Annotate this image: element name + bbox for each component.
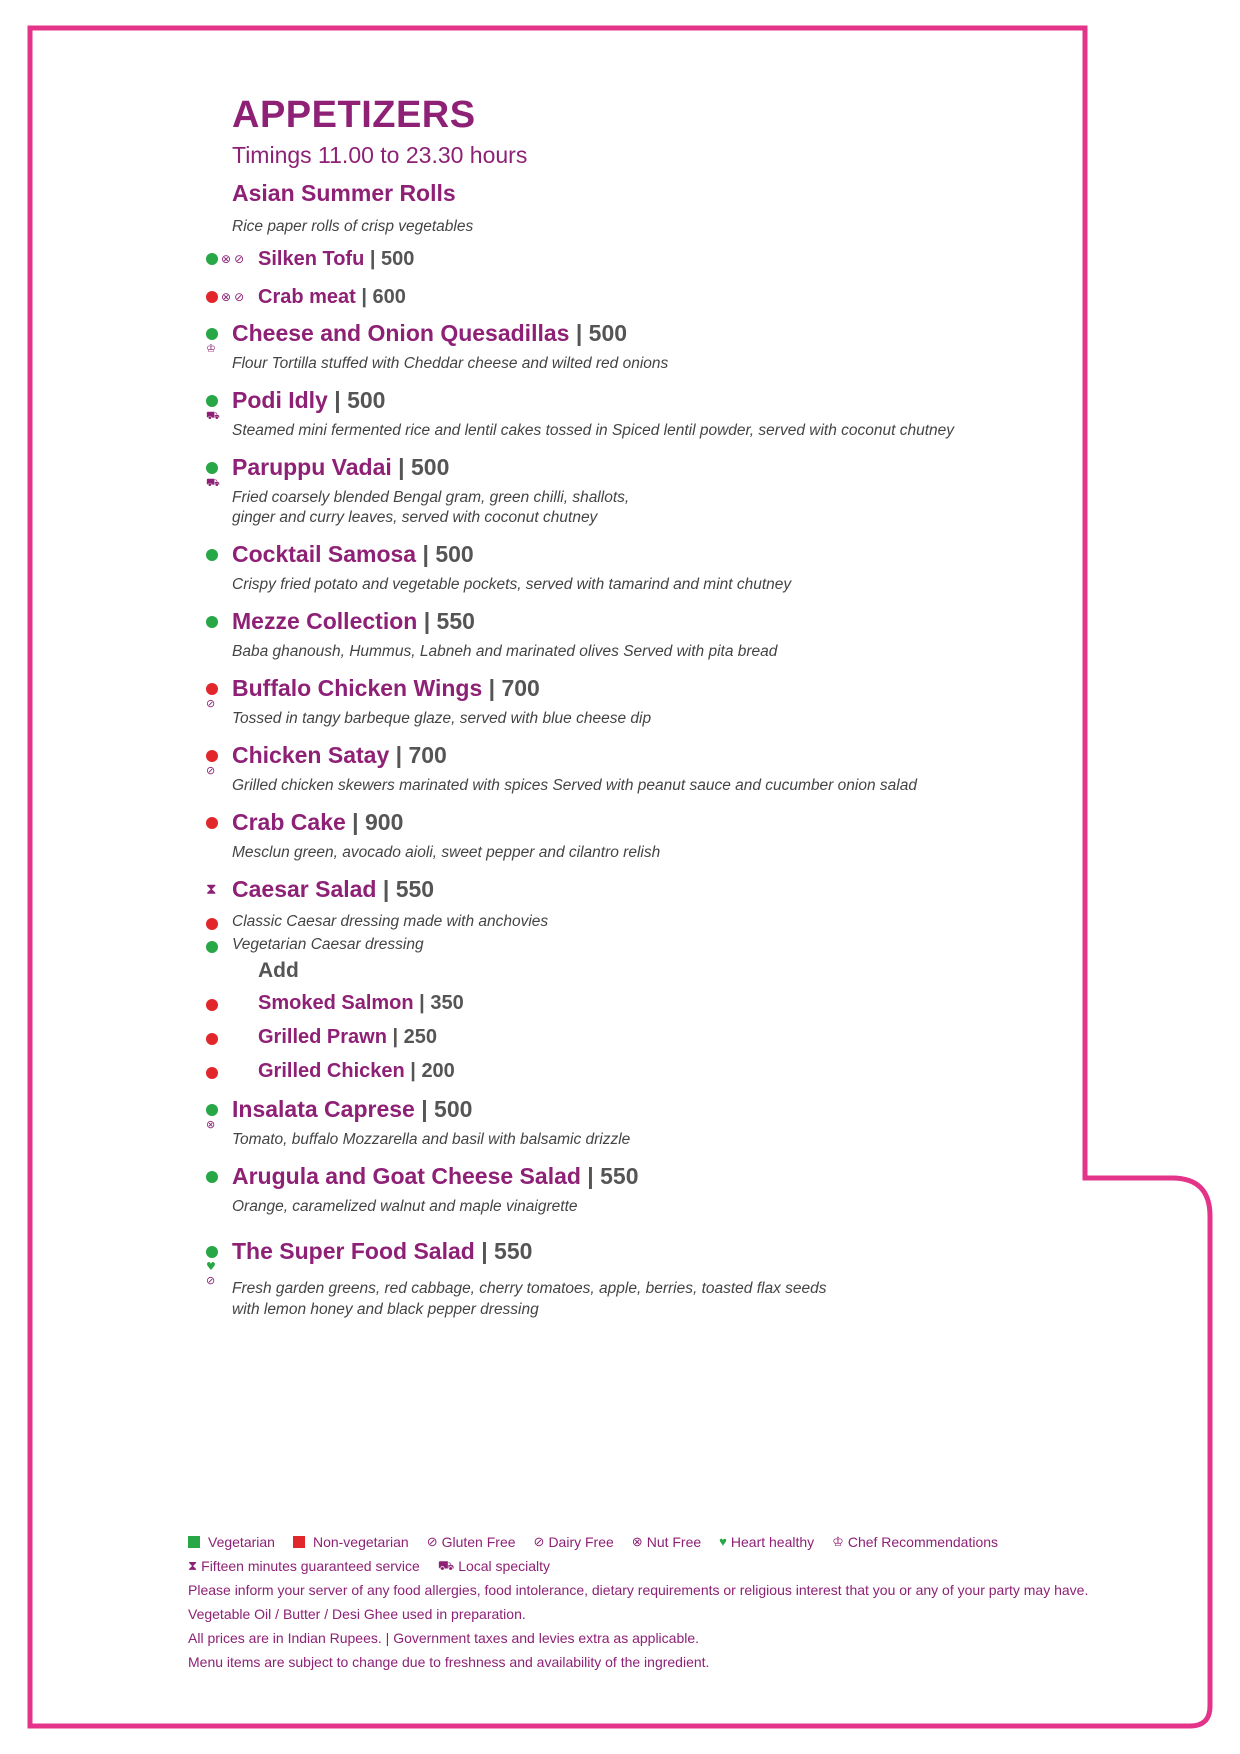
item-description: Rice paper rolls of crisp vegetables <box>232 218 474 235</box>
item-price: 500 <box>435 541 474 567</box>
veg-icon <box>206 549 218 561</box>
non-veg-icon <box>206 1067 218 1079</box>
dairy-free-icon: ⊘ <box>234 290 245 304</box>
item-description: with lemon honey and black pepper dressing <box>232 1301 539 1318</box>
chef-hat-icon: ♔ <box>206 342 216 355</box>
dairy-free-icon: ⊘ <box>206 697 216 710</box>
item-description: Fresh garden greens, red cabbage, cherry tomatoes, apple, berries, toasted flax seeds <box>232 1280 827 1297</box>
dairy-free-icon: ⊘ <box>533 1534 545 1549</box>
item-price: 600 <box>372 286 406 308</box>
local-specialty-icon: ⛟ <box>206 476 220 489</box>
legend-nut-free: Nut Free <box>646 1534 702 1550</box>
veg-icon <box>206 462 218 474</box>
chef-hat-icon: ♔ <box>832 1534 844 1549</box>
item-price: 250 <box>403 1026 438 1048</box>
item-price: 700 <box>501 675 540 701</box>
gluten-free-icon: ⊘ <box>206 764 216 777</box>
dairy-free-icon: ⊘ <box>206 1274 216 1287</box>
item-price: 550 <box>600 1163 639 1189</box>
veg-square-icon <box>188 1536 200 1548</box>
item-name: Silken Tofu <box>258 248 365 270</box>
item-price: 550 <box>395 876 435 902</box>
legend-vegetarian: Vegetarian <box>208 1534 275 1550</box>
item-description: ginger and curry leaves, served with coconut chutney <box>232 509 598 526</box>
dairy-free-icon: ⊘ <box>234 252 245 266</box>
item-description: Mesclun green, avocado aioli, sweet pepper and cilantro relish <box>232 844 661 861</box>
item-name: Crab Cake <box>232 809 346 835</box>
menu-page: APPETIZERS Timings 11.00 to 23.30 hours Asian Summer Rolls Rice paper rolls of crisp vegetables ⊗ ⊘ Silken Tofu | 500 ⊗ ⊘ Crab meat | 600 ♔ Cheese and Onion Quesadillas | 500 Flour Tortilla stuffed with Cheddar cheese and wilted red onions ⛟ Podi Idly | 500 Steamed mini fermented rice and lentil cakes tossed in Spiced lentil powder, served with coconut chutney ⛟ Paruppu Vadai | 500 Fried coarsely blended Bengal gram, green chilli, shallots, ginger and curry leaves, served with coconut chutney Cocktail Samosa | 500 Crispy fried potato and vegetable pockets, served with tamarind and mint chutney Mezze Collection | 550 Baba ghanoush, Hummus, Labneh and marinated olives Served with pita bread ⊘ Buffalo Chicken Wings | 700 Tossed in tangy barbeque glaze, served with blue cheese dip ⊘ Chicken Satay | 700 Grilled chicken skewers marinated with spices Served with peanut sauce and cucumber onion salad Crab Cake | 900 Mesclun green, avocado aioli, sweet pepper and cilantro relish ⧗ Caesar Salad | 550 Classic Caesar dressing made with anchovies Vegetarian Caesar dressing Add Smoked Salmon | 350 Grilled Prawn | 250 Grilled Chicken | 200 ⊗ Insalata Caprese | 500 Tomato, buffalo Mozzarella and basil with balsamic drizzle Arugula and Goat Cheese Salad | 550 Orange, caramelized walnut and maple vinaigrette ♥ ⊘ The Super Food Salad | 550 Fresh garden greens, red cabbage, cherry tomatoes, apple, berries, toasted flax seeds with lemon honey and black pepper dressing Vegetarian Non-vegetarian ⊘ Gluten Free ⊘ Dairy Free ⊗ Nut Free ♥ Heart healthy ♔ Chef Recommendations ⧗ Fifteen minutes guaranteed service ⛟ Local specialty Please inform your server of any food allergies, food intolerance, dietary requirements or religious interest that you or any of your party may have. Vegetable Oil / Butter / Desi Ghee used in preparation. All prices are in Indian Rupees. | Government taxes and levies extra as applicable. Menu items are subject to change due to freshness and availability of the ingredient. <box>0 0 1240 1754</box>
item-title: Silken Tofu | 500 <box>258 248 415 270</box>
legend-non-vegetarian: Non-vegetarian <box>312 1534 409 1550</box>
item-title <box>232 180 456 207</box>
item-name: Cocktail Samosa <box>232 541 417 567</box>
non-veg-icon <box>206 817 218 829</box>
item-description: Baba ghanoush, Hummus, Labneh and marinated olives Served with pita bread <box>232 643 778 660</box>
item-price: 500 <box>434 1096 473 1122</box>
nut-free-icon: ⊗ <box>221 252 232 266</box>
legend-local-specialty: Local specialty <box>458 1558 551 1574</box>
legend-heart-healthy: Heart healthy <box>730 1534 815 1550</box>
item-icons <box>206 252 244 266</box>
item-description: Grilled chicken skewers marinated with spices Served with peanut sauce and cucumber onion salad <box>232 777 917 794</box>
item-description: Tomato, buffalo Mozzarella and basil with balsamic drizzle <box>232 1131 631 1148</box>
non-veg-icon <box>206 683 218 695</box>
item-price: 550 <box>494 1238 533 1264</box>
item-price: 500 <box>588 320 628 346</box>
note-prices: All prices are in Indian Rupees. | Government taxes and levies extra as applicable. <box>188 1630 700 1646</box>
heart-healthy-icon: ♥ <box>206 1260 216 1273</box>
local-specialty-icon: ⛟ <box>206 409 220 422</box>
item-name: Grilled Prawn <box>258 1026 387 1048</box>
item-name: Cheese and Onion Quesadillas <box>232 320 570 346</box>
legend-dairy-free: Dairy Free <box>548 1534 614 1550</box>
item-description: Tossed in tangy barbeque glaze, served with blue cheese dip <box>232 710 652 727</box>
veg-icon <box>206 1171 218 1183</box>
section-timings: Timings 11.00 to 23.30 hours <box>232 142 528 168</box>
add-label: Add <box>258 959 299 982</box>
item-variant: Vegetarian Caesar dressing <box>232 936 424 953</box>
non-veg-icon <box>206 999 218 1011</box>
non-veg-icon <box>206 1033 218 1045</box>
item-description: Steamed mini fermented rice and lentil cakes tossed in Spiced lentil powder, served with coconut chutney <box>232 422 954 439</box>
item-title: Crab meat | 600 <box>258 286 406 308</box>
legend-row <box>188 1530 1088 1554</box>
item-name: Smoked Salmon <box>258 992 414 1014</box>
nut-free-icon: ⊗ <box>631 1534 643 1549</box>
item-price: 900 <box>365 809 404 835</box>
item-name: Buffalo Chicken Wings <box>232 675 483 701</box>
item-name: Crab meat <box>258 286 356 308</box>
hourglass-icon: ⧗ <box>206 880 217 898</box>
item-description: Orange, caramelized walnut and maple vinaigrette <box>232 1198 578 1215</box>
item-description: Flour Tortilla stuffed with Cheddar cheese and wilted red onions <box>232 355 669 372</box>
veg-icon <box>206 1104 218 1116</box>
note-oil: Vegetable Oil / Butter / Desi Ghee used in preparation. <box>188 1606 526 1622</box>
note-allergies: Please inform your server of any food allergies, food intolerance, dietary requirements or religious interest that you or any of your party may have. <box>188 1582 1089 1598</box>
veg-icon <box>206 616 218 628</box>
legend-chef-recommendations: Chef Recommendations <box>847 1534 999 1550</box>
local-specialty-icon: ⛟ <box>437 1558 455 1573</box>
item-name: The Super Food Salad <box>232 1238 475 1264</box>
item-name: Chicken Satay <box>232 742 390 768</box>
section-heading: APPETIZERS <box>232 94 476 136</box>
item-name: Podi Idly <box>232 387 328 413</box>
veg-icon <box>206 253 218 265</box>
item-variant: Classic Caesar dressing made with anchovies <box>232 913 549 930</box>
item-price: 500 <box>347 387 386 413</box>
gluten-free-icon: ⊘ <box>426 1534 438 1549</box>
legend-fifteen-minutes: Fifteen minutes guaranteed service <box>201 1558 420 1574</box>
item-name: Grilled Chicken <box>258 1060 405 1082</box>
item-description: Crispy fried potato and vegetable pockets, served with tamarind and mint chutney <box>232 576 792 593</box>
non-veg-icon <box>206 750 218 762</box>
veg-icon <box>206 395 218 407</box>
item-name: Arugula and Goat Cheese Salad <box>232 1163 581 1189</box>
non-veg-square-icon <box>293 1536 305 1548</box>
item-price: 500 <box>410 454 450 480</box>
item-name: Asian Summer Rolls <box>232 180 456 206</box>
veg-icon <box>206 1246 218 1258</box>
non-veg-icon <box>206 918 218 930</box>
nut-free-icon: ⊗ <box>221 290 232 304</box>
legend <box>188 1530 1088 1674</box>
item-name: Mezze Collection <box>232 608 418 634</box>
heart-icon: ♥ <box>719 1534 727 1549</box>
hourglass-icon: ⧗ <box>188 1558 198 1573</box>
veg-icon <box>206 941 218 953</box>
item-price: 700 <box>408 742 447 768</box>
legend-gluten-free: Gluten Free <box>441 1534 516 1550</box>
item-price: 550 <box>436 608 475 634</box>
item-price: 350 <box>430 992 464 1014</box>
item-description: Fried coarsely blended Bengal gram, green chilli, shallots, <box>232 489 630 506</box>
item-name: Paruppu Vadai <box>232 454 392 480</box>
legend-row <box>188 1554 1088 1578</box>
item-name: Caesar Salad <box>232 876 377 902</box>
item-price: 200 <box>421 1060 455 1082</box>
veg-icon <box>206 328 218 340</box>
note-availability: Menu items are subject to change due to freshness and availability of the ingredient. <box>188 1654 710 1670</box>
non-veg-icon <box>206 291 218 303</box>
nut-free-icon: ⊗ <box>206 1118 216 1131</box>
item-price: 500 <box>381 248 415 270</box>
item-name: Insalata Caprese <box>232 1096 415 1122</box>
item-icons <box>206 290 244 304</box>
